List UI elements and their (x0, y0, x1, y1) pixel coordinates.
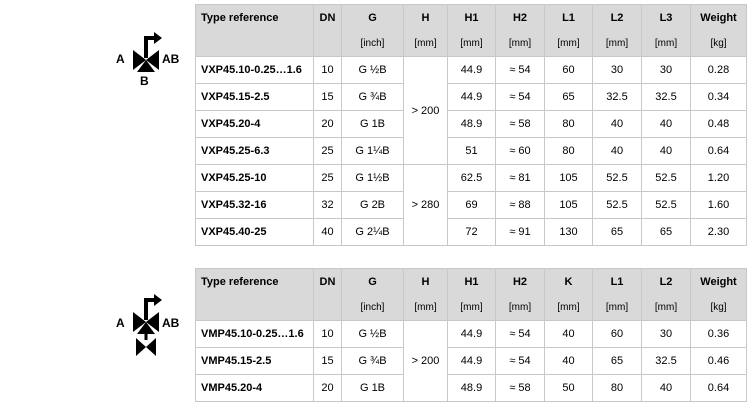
l1-cell: 80 (545, 138, 593, 165)
l1-cell: 60 (593, 321, 642, 348)
h1-cell: 48.9 (448, 111, 496, 138)
unit-cell: [inch] (342, 31, 404, 57)
unit-cell: [kg] (691, 31, 747, 57)
h-group-cell: > 200 (404, 57, 448, 165)
table-header-row (196, 5, 747, 32)
dn-cell: 20 (314, 375, 342, 402)
header-type-reference: Type reference (196, 269, 314, 296)
g-cell: G 1B (342, 111, 404, 138)
type-reference-cell: VXP45.20-4 (196, 111, 314, 138)
g-cell: G ¾B (342, 348, 404, 375)
l2-cell: 30 (642, 321, 691, 348)
unit-cell (314, 31, 342, 57)
type-reference-cell: VXP45.25-10 (196, 165, 314, 192)
weight-cell: 0.64 (691, 138, 747, 165)
unit-cell: [mm] (496, 31, 545, 57)
unit-cell: [mm] (496, 295, 545, 321)
h2-cell: ≈ 54 (496, 348, 545, 375)
header-h2: H2 (496, 5, 545, 32)
table-row (196, 84, 747, 111)
weight-cell: 2.30 (691, 219, 747, 246)
header-weight: Weight (691, 5, 747, 32)
table-row (196, 348, 747, 375)
unit-cell: [mm] (545, 295, 593, 321)
unit-cell: [mm] (448, 31, 496, 57)
header-dn: DN (314, 269, 342, 296)
header-l2: L2 (593, 5, 642, 32)
type-reference-cell: VXP45.25-6.3 (196, 138, 314, 165)
l1-cell: 105 (545, 192, 593, 219)
header-h2: H2 (496, 269, 545, 296)
dn-cell: 10 (314, 321, 342, 348)
header-weight: Weight (691, 269, 747, 296)
header-l2: L2 (642, 269, 691, 296)
three-way-valve-symbol (110, 28, 190, 90)
header-l1: L1 (593, 269, 642, 296)
l3-cell: 30 (642, 57, 691, 84)
port-label-b: B (140, 74, 149, 88)
header-h: H (404, 269, 448, 296)
unit-cell (314, 295, 342, 321)
weight-cell: 0.48 (691, 111, 747, 138)
g-cell: G 1B (342, 375, 404, 402)
l1-cell: 130 (545, 219, 593, 246)
l1-cell: 65 (545, 84, 593, 111)
table-row (196, 111, 747, 138)
port-label-ab: AB (162, 316, 180, 330)
dn-cell: 25 (314, 165, 342, 192)
h2-cell: ≈ 58 (496, 111, 545, 138)
l2-cell: 52.5 (593, 192, 642, 219)
mixing-valve-symbol (112, 294, 192, 364)
header-h1: H1 (448, 5, 496, 32)
dn-cell: 40 (314, 219, 342, 246)
type-reference-cell: VMP45.10-0.25…1.6 (196, 321, 314, 348)
l2-cell: 32.5 (593, 84, 642, 111)
g-cell: G 1¼B (342, 138, 404, 165)
type-reference-cell: VXP45.10-0.25…1.6 (196, 57, 314, 84)
port-label-a: A (116, 52, 125, 66)
l1-cell: 65 (593, 348, 642, 375)
header-g: G (342, 5, 404, 32)
l3-cell: 52.5 (642, 192, 691, 219)
h2-cell: ≈ 54 (496, 57, 545, 84)
unit-cell: [mm] (642, 31, 691, 57)
header-l1: L1 (545, 5, 593, 32)
h2-cell: ≈ 54 (496, 84, 545, 111)
l1-cell: 105 (545, 165, 593, 192)
unit-cell (196, 31, 314, 57)
h2-cell: ≈ 60 (496, 138, 545, 165)
g-cell: G ½B (342, 57, 404, 84)
type-reference-cell: VXP45.32-16 (196, 192, 314, 219)
h1-cell: 44.9 (448, 57, 496, 84)
port-label-ab: AB (162, 52, 180, 66)
unit-cell: [inch] (342, 295, 404, 321)
unit-cell: [mm] (545, 31, 593, 57)
k-cell: 50 (545, 375, 593, 402)
header-type-reference: Type reference (196, 5, 314, 32)
type-reference-cell: VXP45.15-2.5 (196, 84, 314, 111)
unit-cell: [mm] (642, 295, 691, 321)
l1-cell: 80 (593, 375, 642, 402)
l2-cell: 40 (642, 375, 691, 402)
g-cell: G ¾B (342, 84, 404, 111)
l2-cell: 65 (593, 219, 642, 246)
l3-cell: 52.5 (642, 165, 691, 192)
port-label-a: A (116, 316, 125, 330)
l1-cell: 80 (545, 111, 593, 138)
h2-cell: ≈ 81 (496, 165, 545, 192)
table-units-row (196, 31, 747, 57)
table-row (196, 57, 747, 84)
type-reference-cell: VMP45.20-4 (196, 375, 314, 402)
h1-cell: 44.9 (448, 321, 496, 348)
dn-cell: 10 (314, 57, 342, 84)
dn-cell: 15 (314, 84, 342, 111)
l1-cell: 60 (545, 57, 593, 84)
h2-cell: ≈ 88 (496, 192, 545, 219)
g-cell: G 1½B (342, 165, 404, 192)
weight-cell: 0.64 (691, 375, 747, 402)
l2-cell: 52.5 (593, 165, 642, 192)
k-cell: 40 (545, 348, 593, 375)
header-h1: H1 (448, 269, 496, 296)
table-row (196, 138, 747, 165)
l3-cell: 65 (642, 219, 691, 246)
l2-cell: 32.5 (642, 348, 691, 375)
table-row (196, 321, 747, 348)
table-row (196, 375, 747, 402)
vmp45-dimensions-table (195, 268, 747, 402)
h-group-cell: > 200 (404, 321, 448, 402)
unit-cell: [mm] (448, 295, 496, 321)
type-reference-cell: VMP45.15-2.5 (196, 348, 314, 375)
header-l3: L3 (642, 5, 691, 32)
header-dn: DN (314, 5, 342, 32)
h1-cell: 51 (448, 138, 496, 165)
unit-cell: [mm] (593, 31, 642, 57)
h2-cell: ≈ 91 (496, 219, 545, 246)
h1-cell: 62.5 (448, 165, 496, 192)
g-cell: G 2B (342, 192, 404, 219)
table-row (196, 165, 747, 192)
table-row (196, 219, 747, 246)
l3-cell: 40 (642, 138, 691, 165)
table-header-row (196, 269, 747, 296)
l3-cell: 32.5 (642, 84, 691, 111)
weight-cell: 0.34 (691, 84, 747, 111)
weight-cell: 1.60 (691, 192, 747, 219)
dn-cell: 15 (314, 348, 342, 375)
h1-cell: 48.9 (448, 375, 496, 402)
h2-cell: ≈ 54 (496, 321, 545, 348)
vxp45-dimensions-table (195, 4, 747, 246)
h1-cell: 44.9 (448, 84, 496, 111)
dn-cell: 20 (314, 111, 342, 138)
dn-cell: 32 (314, 192, 342, 219)
h1-cell: 69 (448, 192, 496, 219)
k-cell: 40 (545, 321, 593, 348)
g-cell: G 2¼B (342, 219, 404, 246)
unit-cell: [mm] (404, 31, 448, 57)
h-group-cell: > 280 (404, 165, 448, 246)
h2-cell: ≈ 58 (496, 375, 545, 402)
unit-cell: [kg] (691, 295, 747, 321)
header-h: H (404, 5, 448, 32)
type-reference-cell: VXP45.40-25 (196, 219, 314, 246)
dn-cell: 25 (314, 138, 342, 165)
l2-cell: 30 (593, 57, 642, 84)
g-cell: G ½B (342, 321, 404, 348)
l2-cell: 40 (593, 111, 642, 138)
header-g: G (342, 269, 404, 296)
unit-cell: [mm] (593, 295, 642, 321)
l2-cell: 40 (593, 138, 642, 165)
weight-cell: 0.36 (691, 321, 747, 348)
h1-cell: 72 (448, 219, 496, 246)
l3-cell: 40 (642, 111, 691, 138)
weight-cell: 0.46 (691, 348, 747, 375)
header-k: K (545, 269, 593, 296)
unit-cell: [mm] (404, 295, 448, 321)
table-row (196, 192, 747, 219)
unit-cell (196, 295, 314, 321)
weight-cell: 1.20 (691, 165, 747, 192)
h1-cell: 44.9 (448, 348, 496, 375)
table-units-row (196, 295, 747, 321)
weight-cell: 0.28 (691, 57, 747, 84)
